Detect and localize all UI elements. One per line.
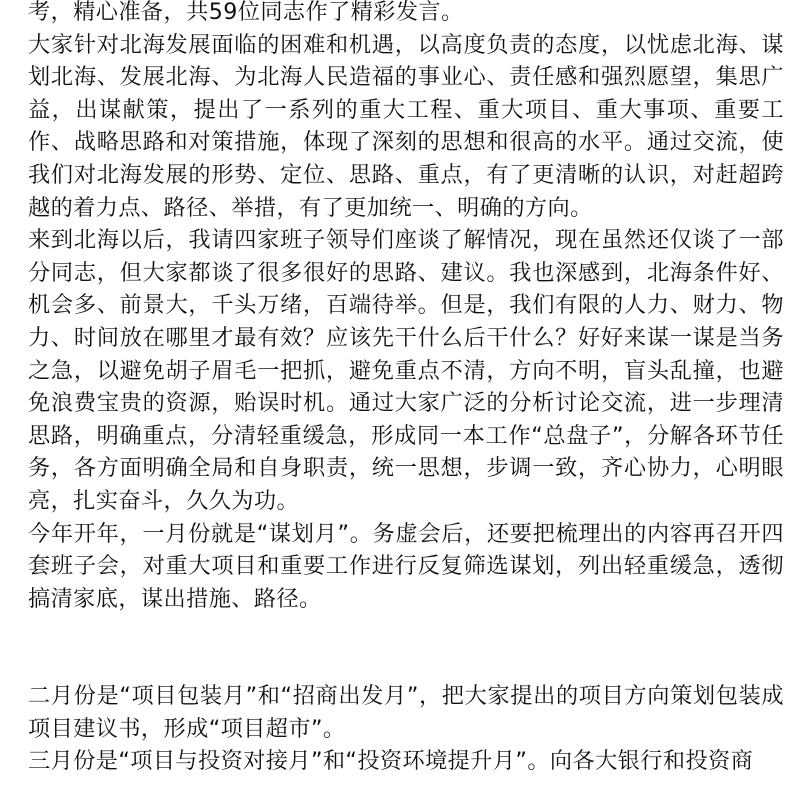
document-page: [28, 0, 784, 778]
paragraph-5: 二月份是“项目包装月”和“招商出发月”，把大家提出的项目方向策划包装成项目建议书，形成“项目超市”。: [28, 683, 784, 742]
paragraph-1: 考，精心准备，共59位同志作了精彩发言。: [28, 0, 464, 25]
paragraph-gap: [28, 615, 784, 680]
paragraph-2: 大家针对北海发展面临的困难和机遇，以高度负责的态度，以忧虑北海、谋划北海、发展北海、为北海人民造福的事业心、责任感和强烈愿望，集思广益，出谋献策，提出了一系列的重大工程、重大项目、重大事项、重要工作、战略思路和对策措施，体现了深刻的思想和很高的水平。通过交流，使我们对北海发展的形势、定位、思路、重点，有了更清晰的认识，对赶超跨越的着力点、路径、举措，有了更加统一、明确的方向。: [28, 31, 784, 221]
paragraph-6: 三月份是“项目与投资对接月”和“投资环境提升月”。向各大银行和投资商: [28, 748, 754, 775]
paragraph-4: 今年开年，一月份就是“谋划月”。务虚会后，还要把梳理出的内容再召开四套班子会，对重大项目和重要工作进行反复筛选谋划，列出轻重缓急，透彻搞清家底，谋出措施、路径。: [28, 520, 784, 612]
paragraph-3: 来到北海以后，我请四家班子领导们座谈了解情况，现在虽然还仅谈了一部分同志，但大家都谈了很多很好的思路、建议。我也深感到，北海条件好、机会多、前景大，千头万绪，百端待举。但是，我们有限的人力、财力、物力、时间放在哪里才最有效？应该先干什么后干什么？好好来谋一谋是当务之急，以避免胡子眉毛一把抓，避免重点不清，方向不明，盲头乱撞，也避免浪费宝贵的资源，贻误时机。通过大家广泛的分析讨论交流，进一步理清思路，明确重点，分清轻重缓急，形成同一本工作“总盘子”，分解各环节任务，各方面明确全局和自身职责，统一思想，步调一致，齐心协力，心明眼亮，扎实奋斗，久久为功。: [28, 227, 784, 514]
